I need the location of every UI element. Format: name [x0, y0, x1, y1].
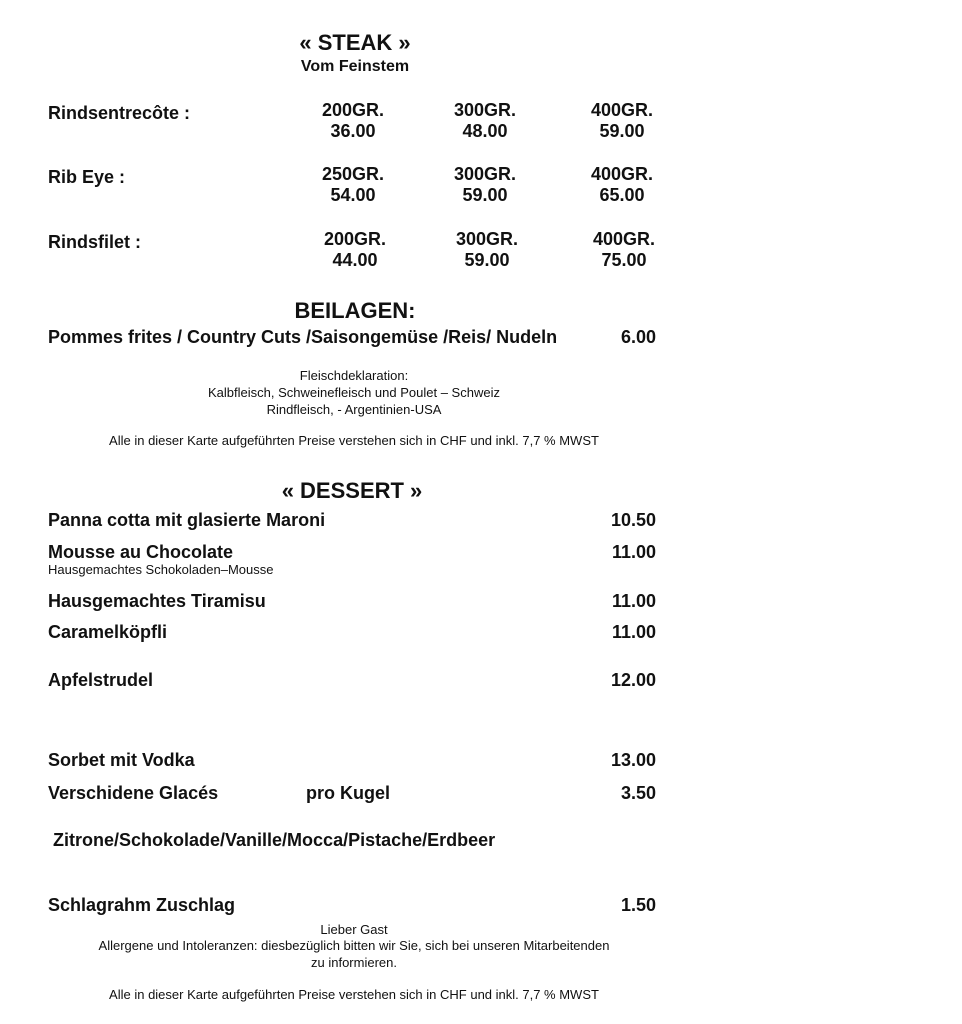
supplement-price: 1.50 [620, 895, 656, 915]
dessert-item-name: Mousse au Chocolate [48, 542, 234, 562]
steak-name-entrecote: Rindsentrecôte : [48, 103, 191, 123]
steak-price: 48.00 [462, 121, 508, 141]
steak-price: 36.00 [330, 121, 376, 141]
prices-note: Alle in dieser Karte aufgeführten Preise verstehen sich in CHF und inkl. 7,7 % MWST [109, 433, 599, 448]
steak-subtitle: Vom Feinstem [300, 58, 410, 75]
declaration-origin-swiss: Kalbfleisch, Schweinefleisch und Poulet – Schweiz [208, 385, 500, 400]
steak-cell [430, 164, 540, 206]
declaration-origin-beef: Rindfleisch, - Argentinien-USA [266, 402, 442, 417]
dessert-item-name: Sorbet mit Vodka [48, 750, 195, 770]
dessert-item-name: Panna cotta mit glasierte Maroni [48, 510, 326, 530]
declaration-heading: Fleischdeklaration: [299, 368, 409, 383]
dessert-item-price: 13.00 [610, 750, 656, 770]
dessert-item-price: 11.00 [611, 542, 656, 562]
steak-cell [298, 100, 408, 142]
footer-allergy-note-cont: zu informieren. [311, 955, 397, 970]
supplement-name: Schlagrahm Zuschlag [48, 895, 236, 915]
dessert-item-extra: pro Kugel [306, 783, 390, 803]
dessert-item-name: Hausgemachtes Tiramisu [48, 591, 266, 611]
dessert-item-price: 3.50 [620, 783, 656, 803]
dessert-item-name: Caramelköpfli [48, 622, 168, 642]
dessert-item-price: 11.00 [611, 622, 656, 642]
steak-price: 59.00 [462, 185, 508, 205]
footer-prices-note: Alle in dieser Karte aufgeführten Preise verstehen sich in CHF und inkl. 7,7 % MWST [109, 987, 599, 1002]
steak-cell [567, 100, 677, 142]
steak-price: 54.00 [330, 185, 376, 205]
steak-size: 300GR. [453, 100, 517, 120]
beilagen-item: Pommes frites / Country Cuts /Saisongemüse /Reis/ Nudeln [48, 327, 558, 347]
steak-price: 59.00 [599, 121, 645, 141]
steak-size: 300GR. [453, 164, 517, 184]
footer-allergy-note: Allergene und Intoleranzen: diesbezüglich bitten wir Sie, sich bei unseren Mitarbeitenden [98, 938, 610, 953]
dessert-item-price: 12.00 [610, 670, 656, 690]
dessert-item-name: Verschidene Glacés [48, 783, 219, 803]
dessert-title: « DESSERT » [281, 478, 423, 503]
steak-cell [569, 229, 679, 271]
steak-price: 44.00 [332, 250, 378, 270]
steak-title: « STEAK » [299, 30, 411, 55]
dessert-item-price: 11.00 [611, 591, 656, 611]
steak-cell [430, 100, 540, 142]
steak-size: 400GR. [592, 229, 656, 249]
glace-flavours: Zitrone/Schokolade/Vanille/Mocca/Pistache/Erdbeer [53, 830, 496, 850]
beilagen-title: BEILAGEN: [294, 298, 416, 323]
steak-size: 250GR. [321, 164, 385, 184]
steak-cell [432, 229, 542, 271]
steak-size: 200GR. [321, 100, 385, 120]
steak-size: 400GR. [590, 100, 654, 120]
steak-size: 400GR. [590, 164, 654, 184]
footer-greeting: Lieber Gast [320, 922, 388, 937]
steak-size: 200GR. [323, 229, 387, 249]
steak-price: 59.00 [464, 250, 510, 270]
dessert-item-price: 10.50 [610, 510, 656, 530]
steak-cell [567, 164, 677, 206]
steak-cell [298, 164, 408, 206]
steak-price: 75.00 [601, 250, 647, 270]
steak-name-filet: Rindsfilet : [48, 232, 141, 252]
steak-cell [300, 229, 410, 271]
beilagen-price: 6.00 [620, 327, 656, 347]
steak-price: 65.00 [599, 185, 645, 205]
steak-name-ribeye: Rib Eye : [48, 167, 126, 187]
steak-size: 300GR. [455, 229, 519, 249]
dessert-item-note: Hausgemachtes Schokoladen–Mousse [48, 562, 274, 577]
dessert-item-name: Apfelstrudel [48, 670, 154, 690]
